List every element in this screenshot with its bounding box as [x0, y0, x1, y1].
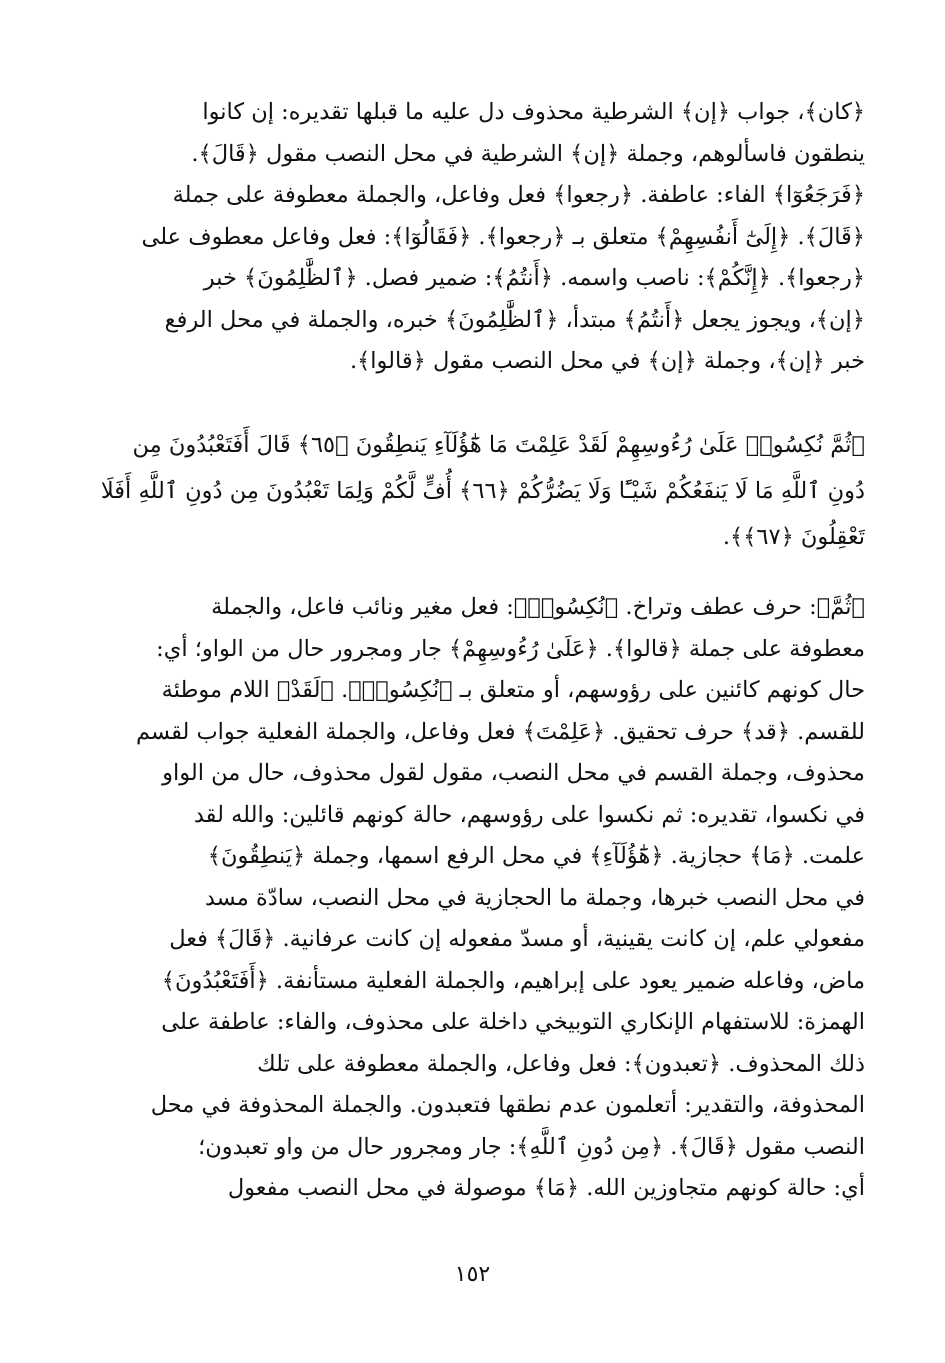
text-line: ﴿ثُمَّ﴾: حرف عطف وتراخ. ﴿نُكِسُوا۟﴾: فعل مغير ونائب فاعل، والجملة: [211, 594, 865, 620]
text-line: ﴿إن﴾، ويجوز يجعل ﴿أَنتُمُ﴾ مبتدأ، ﴿ٱلظَّٰلِمُونَ﴾ خبره، والجملة في محل الرفع: [164, 306, 865, 333]
text-line: ماض، وفاعله ضمير يعود على إبراهيم، والجملة الفعلية مستأنفة. ﴿أَفَتَعْبُدُونَ﴾: [161, 967, 865, 994]
text-line: في محل النصب خبرها، وجملة ما الحجازية في محل النصب، سادّة مسد: [204, 884, 865, 911]
text-line: ﴿قَالَ﴾. ﴿إِلَىٰٓ أَنفُسِهِمْ﴾ متعلق بـ ﴿رجعوا﴾. ﴿فَقَالُوٓا﴾: فعل وفاعل معطوف على: [141, 223, 865, 250]
text-line: خبر ﴿إن﴾، وجملة ﴿إن﴾ في محل النصب مقول ﴿قالوا﴾.: [349, 348, 865, 374]
page-number: ١٥٢: [454, 1262, 491, 1287]
text-line: ﴿كان﴾، جواب ﴿إن﴾ الشرطية محذوف دل عليه ما قبلها تقديره: إن كانوا: [202, 99, 865, 125]
text-line: ﴿فَرَجَعُوٓا﴾ الفاء: عاطفة. ﴿رجعوا﴾ فعل وفاعل، والجملة معطوفة على جملة: [172, 182, 865, 208]
text-line: النصب مقول ﴿قَالَ﴾. ﴿مِن دُونِ ٱللَّهِ﴾: جار ومجرور حال من واو تعبدون؛: [198, 1133, 865, 1160]
verse-line: تَعْقِلُونَ ﴿٦٧﴾﴾.: [722, 524, 865, 550]
text-line: في نكسوا، تقديره: ثم نكسوا على رؤوسهم، حالة كونهم قائلين: والله لقد: [193, 801, 865, 828]
text-line: الهمزة: للاستفهام الإنكاري التوبيخي داخلة على محذوف، والفاء: عاطفة على: [161, 1009, 865, 1035]
text-line: ﴿رجعوا﴾. ﴿إِنَّكُمْ﴾: ناصب واسمه. ﴿أَنتُمُ﴾: ضمير فصل. ﴿ٱلظَّٰلِمُونَ﴾ خبر: [203, 265, 865, 291]
commentary-paragraph-2: [80, 587, 865, 1210]
text-line: مفعولي علم، إن كانت يقينية، أو مسدّ مفعوله إن كانت عرفانية. ﴿قَالَ﴾ فعل: [169, 926, 865, 952]
text-line: ذلك المحذوف. ﴿تعبدون﴾: فعل وفاعل، والجملة معطوفة على تلك: [257, 1050, 865, 1077]
text-line: حال كونهم كائنين على رؤوسهم، أو متعلق بـ ﴿نُكِسُوا۟﴾. ﴿لَقَدْ﴾ اللام موطئة: [161, 677, 865, 703]
commentary-paragraph-1: [80, 92, 865, 383]
text-line: المحذوفة، والتقدير: أتعلمون عدم نطقها فتعبدون. والجملة المحذوفة في محل: [150, 1092, 865, 1118]
text-line: محذوف، وجملة القسم في محل النصب، مقول لقول محذوف، حال من الواو: [162, 760, 865, 786]
text-line: للقسم. ﴿قد﴾ حرف تحقيق. ﴿عَلِمْتَ﴾ فعل وفاعل، والجملة الفعلية جواب لقسم: [136, 718, 865, 745]
verse-line: ﴿ثُمَّ نُكِسُوا۟ عَلَىٰ رُءُوسِهِمْ لَقَدْ عَلِمْتَ مَا هَٰٓؤُلَآءِ يَنطِقُونَ ﴿٦٥﴾ قَالَ أَفَتَعْبُدُونَ مِن: [132, 432, 865, 458]
verse-line: دُونِ ٱللَّهِ مَا لَا يَنفَعُكُمْ شَيْـًٔا وَلَا يَضُرُّكُمْ ﴿٦٦﴾ أُفٍّ لَّكُمْ وَلِمَا تَعْبُدُونَ مِن دُونِ ٱللَّهِ أَفَلَا: [100, 478, 865, 504]
quran-verse-block: [80, 422, 865, 560]
text-line: ينطقون فاسألوهم، وجملة ﴿إن﴾ الشرطية في محل النصب مقول ﴿قَالَ﴾.: [191, 140, 865, 167]
text-line: علمت. ﴿مَا﴾ حجازية. ﴿هَٰٓؤُلَآءِ﴾ في محل الرفع اسمها، وجملة ﴿يَنطِقُونَ﴾: [207, 843, 865, 869]
text-line: معطوفة على جملة ﴿قالوا﴾. ﴿عَلَىٰ رُءُوسِهِمْ﴾ جار ومجرور حال من الواو؛ أي:: [156, 635, 865, 662]
text-line: أي: حالة كونهم متجاوزين الله. ﴿مَا﴾ موصولة في محل النصب مفعول: [227, 1175, 865, 1201]
